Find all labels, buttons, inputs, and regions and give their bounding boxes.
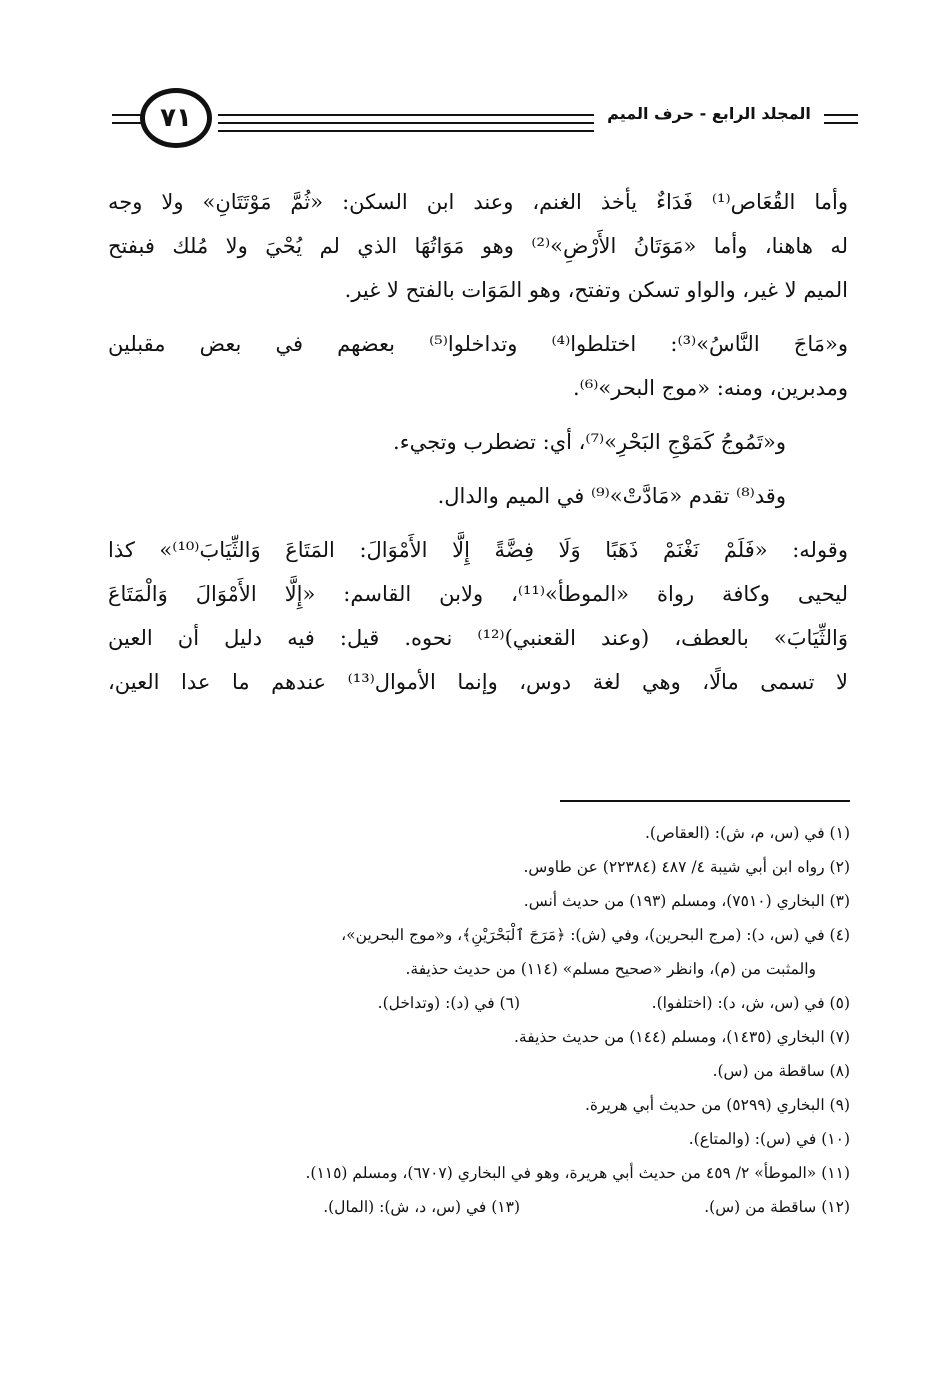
header-rule	[824, 122, 858, 124]
footnote: (١٠) في (س): (والمتاع).	[688, 1130, 850, 1148]
text-line: و«تَمُوجُ كَمَوْجِ البَحْرِ»⁽⁷⁾، أي: تضطرب وتجيء.	[393, 430, 786, 454]
footnote: (١٢) ساقطة من (س).	[704, 1198, 850, 1216]
footnote-separator	[560, 800, 850, 802]
footnote-continuation: والمثبت من (م)، وانظر «صحيح مسلم» (١١٤) من حديث حذيفة.	[405, 960, 816, 978]
footnote: (٥) في (س، ش، د): (اختلفوا).	[651, 994, 850, 1012]
footnote: (٨) ساقطة من (س).	[712, 1062, 850, 1080]
header-rule	[218, 122, 594, 124]
header-rule	[218, 130, 594, 132]
text-line: وقد⁽⁸⁾ تقدم «مَادَّتْ»⁽⁹⁾ في الميم والدال.	[437, 484, 786, 508]
footnote: (٩) البخاري (٥٢٩٩) من حديث أبي هريرة.	[585, 1096, 850, 1114]
footnote: (١٣) في (س، د، ش): (المال).	[323, 1198, 520, 1216]
footnotes	[108, 816, 850, 1224]
page-number: ٧١	[140, 88, 212, 148]
footnote: (١١) «الموطأ» ٢/ ٤٥٩ من حديث أبي هريرة، وهو في البخاري (٦٧٠٧)، ومسلم (١١٥).	[305, 1164, 850, 1182]
footnote: (٧) البخاري (١٤٣٥)، ومسلم (١٤٤) من حديث حذيفة.	[514, 1028, 850, 1046]
footnote-pair	[108, 1190, 850, 1224]
footnote: (٤) في (س، د): (مرج البحرين)، وفي (ش): ﴿مَرَجَ ٱلْبَحْرَيْنِ﴾، و«موج البحرين»،	[341, 926, 850, 944]
footnote-pair	[108, 986, 850, 1020]
text-line: له هاهنا، وأما «مَوَتَانُ الأَرْضِ»⁽²⁾ وهو مَوَاتُهَا الذي لم يُحْيَ ولا مُلك فبفتح	[108, 234, 849, 258]
footnote: (١) في (س، م، ش): (العقاص).	[645, 824, 850, 842]
footnote: (٣) البخاري (٧٥١٠)، ومسلم (١٩٣) من حديث أنس.	[523, 892, 850, 910]
header-rule	[218, 114, 594, 116]
text-line: وقوله: «فَلَمْ نَغْنَمْ ذَهَبًا وَلَا فِضَّةً إِلَّا الأَمْوَالَ: المَتَاعَ وَالثِّيَابَ⁽¹⁰⁾» كذا	[108, 538, 848, 562]
text-line: وَالثِّيَابَ» بالعطف، (وعند القعنبي)⁽¹²⁾ نحوه. قيل: فيه دليل أن العين	[108, 626, 848, 650]
footnote: (٢) رواه ابن أبي شيبة ٤/ ٤٨٧ (٢٢٣٨٤) عن طاوس.	[523, 858, 850, 876]
text-line: الميم لا غير، والواو تسكن وتفتح، وهو المَوَات بالفتح لا غير.	[344, 278, 848, 302]
text-line: ومدبرين، ومنه: «موج البحر»⁽⁶⁾.	[572, 376, 848, 400]
text-line: لا تسمى مالًا، وهي لغة دوس، وإنما الأموال⁽¹³⁾ عندهم ما عدا العين،	[108, 670, 848, 694]
page-header	[100, 78, 860, 178]
header-rule	[824, 114, 858, 116]
running-head: المجلد الرابع - حرف الميم	[607, 104, 811, 123]
text-line: ليحيى وكافة رواة «الموطأ»⁽¹¹⁾، ولابن القاسم: «إِلَّا الأَمْوَالَ وَالْمَتَاعَ	[108, 582, 848, 606]
footnote: (٦) في (د): (وتداخل).	[377, 994, 520, 1012]
text-line: و«مَاجَ النَّاسُ»⁽³⁾: اختلطوا⁽⁴⁾ وتداخلوا⁽⁵⁾ بعضهم في بعض مقبلين	[108, 332, 848, 356]
main-text	[108, 180, 848, 704]
text-line: وأما القُعَاص⁽¹⁾ فَدَاءٌ يأخذ الغنم، وعند ابن السكن: «ثُمَّ مَوْتَتَانِ» ولا وجه	[108, 190, 849, 214]
